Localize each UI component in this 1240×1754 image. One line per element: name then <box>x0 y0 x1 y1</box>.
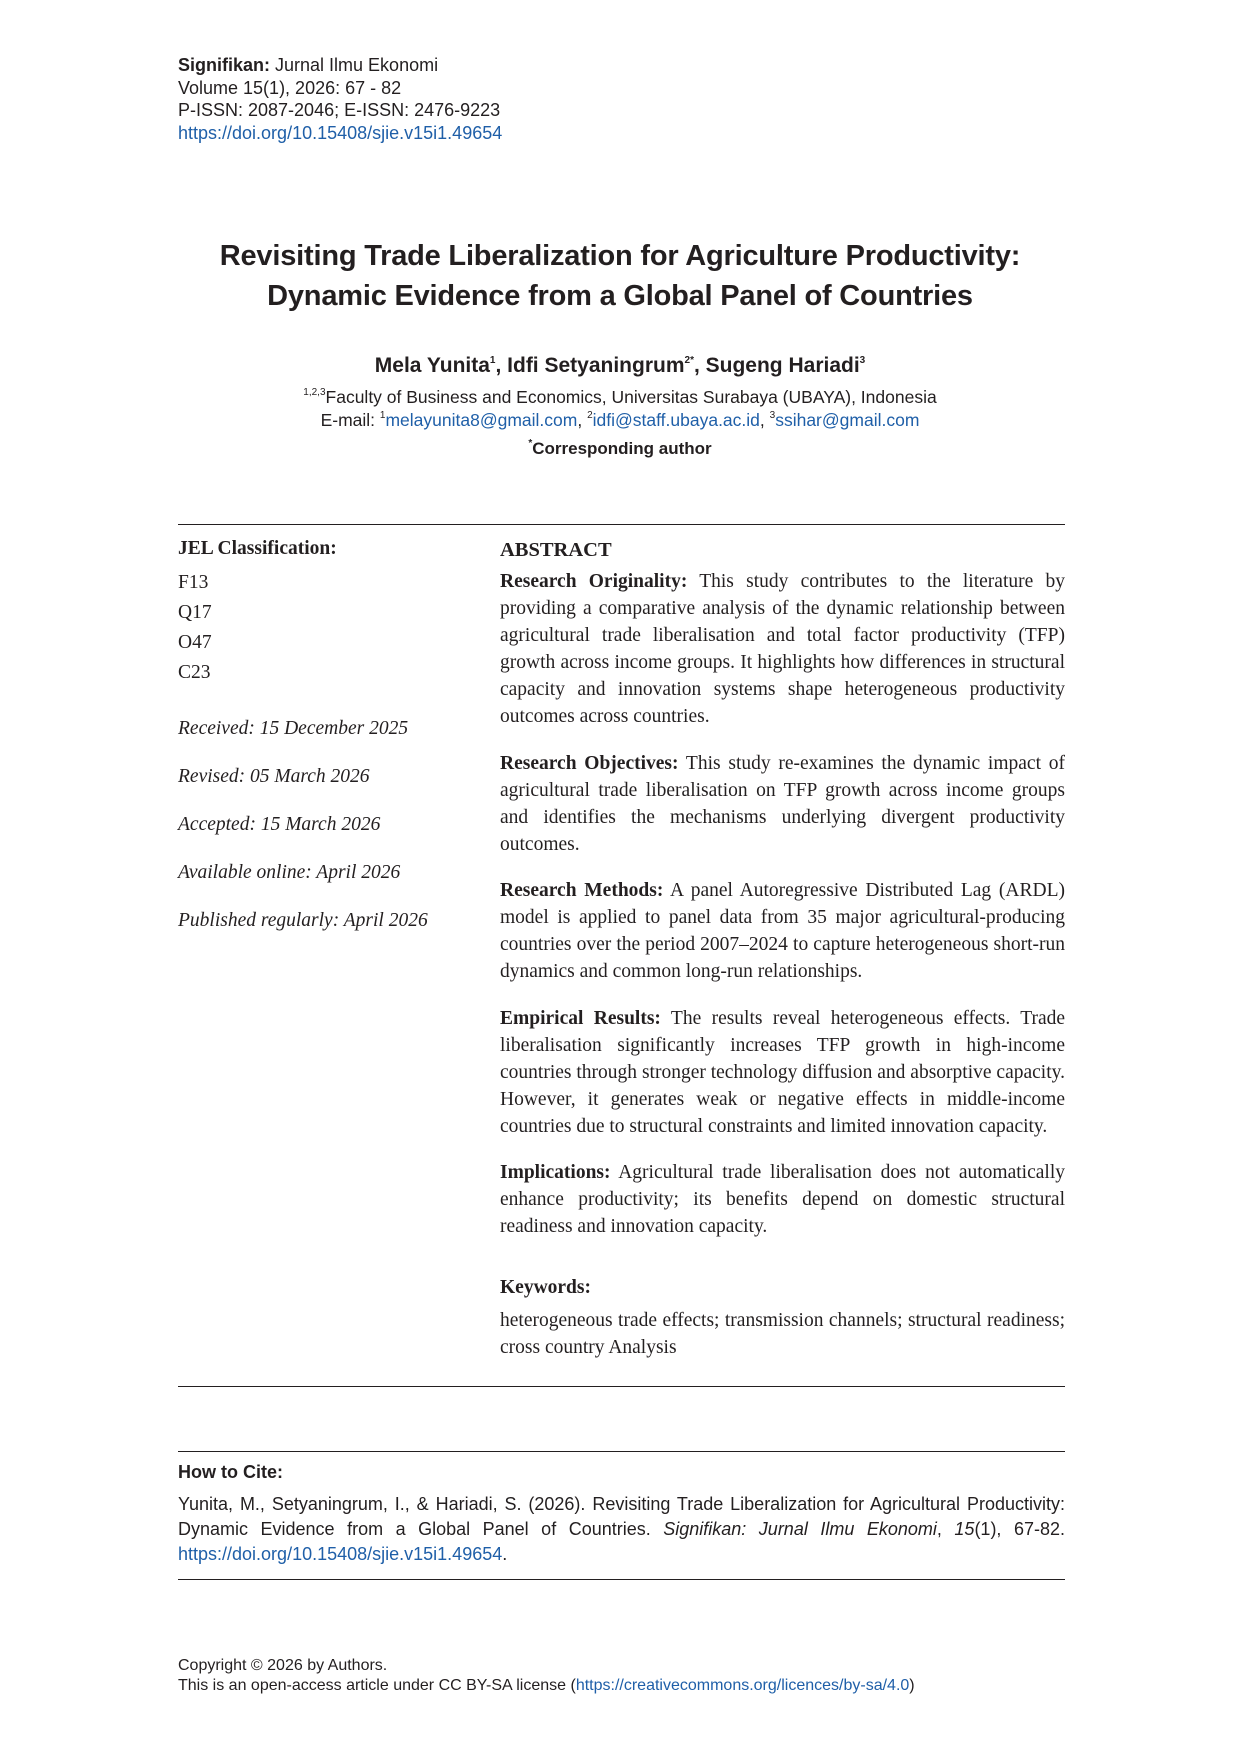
email-label: E-mail: <box>320 410 380 430</box>
journal-doi-link[interactable]: https://doi.org/10.15408/sjie.v15i1.49654 <box>178 122 503 143</box>
citation-journal: Signifikan: Jurnal Ilmu Ekonomi <box>663 1519 937 1539</box>
jel-code: O47 <box>178 632 212 653</box>
keywords-heading: Keywords: <box>500 1277 591 1298</box>
affiliation-text: Faculty of Business and Economics, Universitas Surabaya (UBAYA), Indonesia <box>325 387 937 407</box>
citation-top-divider <box>178 1451 1065 1452</box>
email-link[interactable]: melayunita8@gmail.com <box>385 410 578 430</box>
citation-part: (1), 67-82. <box>974 1519 1065 1539</box>
abstract-heading: ABSTRACT <box>500 539 612 561</box>
abstract-results <box>500 1005 1065 1140</box>
jel-code: Q17 <box>178 602 212 623</box>
email-sup: 2 <box>587 410 593 422</box>
title-line-1: Revisiting Trade Liberalization for Agriculture Productivity: <box>219 240 1021 272</box>
article-dates <box>178 718 468 958</box>
author-sup: 1 <box>489 355 496 366</box>
email-sup: 3 <box>769 410 776 422</box>
paper-title <box>120 236 1120 316</box>
abstract-objectives <box>500 750 1065 858</box>
jel-code: F13 <box>178 572 209 593</box>
section-text: Agricultural trade liberalisation does not automatically enhance productivity; its benefits depend on domestic structural readiness and innovation capacity. <box>500 1162 1065 1237</box>
email-link[interactable]: ssihar@gmail.com <box>775 410 920 430</box>
date-published: Published regularly: April 2026 <box>178 910 428 931</box>
date-available-online: Available online: April 2026 <box>178 862 401 883</box>
citation-part: , <box>936 1519 955 1539</box>
title-line-2: Dynamic Evidence from a Global Panel of Countries <box>267 280 973 312</box>
citation-part: Yunita, M., Setyaningrum, I., & Hariadi, S. (2026). Revisiting Trade Liberalization for Agricultural Productivity: Dynamic Evidence from a Global Panel of Countries. <box>178 1494 1065 1539</box>
author-name: Sugeng Hariadi <box>705 354 860 377</box>
citation-text <box>178 1492 1065 1567</box>
section-text: This study contributes to the literature by providing a comparative analysis of the dynamic relationship between agricultural trade liberalisation and total factor productivity (TFP) growth across income groups. It highlights how differences in structural capacity and innovation systems shape heterogeneous productivity outcomes across countries. <box>500 571 1065 727</box>
section-label: Research Objectives: <box>500 752 679 774</box>
date-received: Received: 15 December 2025 <box>178 718 409 739</box>
journal-name: Signifikan: Jurnal Ilmu Ekonomi <box>178 55 439 75</box>
keywords-text: heterogeneous trade effects; transmission channels; structural readiness; cross country Analysis <box>500 1310 1065 1358</box>
abstract-column <box>500 537 1065 1361</box>
section-label: Implications: <box>500 1162 611 1183</box>
email-sup: 1 <box>379 410 386 422</box>
abstract-originality <box>500 568 1065 730</box>
citation-label: How to Cite: <box>178 1462 283 1482</box>
section-label: Research Originality: <box>500 571 688 592</box>
journal-issn: P-ISSN: 2087-2046; E-ISSN: 2476-9223 <box>178 100 501 120</box>
author-list: Mela Yunita$^1$, Idfi Setyaningrum$^{2*}$, Sugeng Hariadi$^3$ <box>374 354 866 377</box>
copyright-notice <box>178 1656 915 1696</box>
author-emails: E-mail: $^1$melayunita8@gmail.com, $^2$idfi@staff.ubaya.ac.id, $^3$ssihar@gmail.com <box>320 410 920 430</box>
email-link[interactable]: idfi@staff.ubaya.ac.id <box>592 410 760 430</box>
corresponding-text: Corresponding author <box>532 439 712 458</box>
affiliation <box>120 387 1120 408</box>
license-text: ) <box>909 1677 915 1694</box>
license-line <box>178 1676 915 1696</box>
journal-volume: Volume 15(1), 2026: 67 - 82 <box>178 77 402 98</box>
jel-code: C23 <box>178 662 211 683</box>
abstract-methods <box>500 877 1065 985</box>
section-label: Empirical Results: <box>500 1007 661 1029</box>
corresponding-sup: * <box>528 438 533 450</box>
section-text: A panel Autoregressive Distributed Lag (ARDL) model is applied to panel data from 35 major agricultural-producing countries over the period 2007–2024 to capture heterogeneous short-run dynamics and common long-run relationships. <box>500 880 1065 982</box>
section-text: The results reveal heterogeneous effects. Trade liberalisation significantly increases TFP growth in high-income countries through stronger technology diffusion and absorptive capacity. However, it generates weak or negative effects in middle-income countries due to structural constraints and limited innovation capacity. <box>500 1007 1066 1137</box>
article-info-column <box>178 538 468 958</box>
author-name: Mela Yunita <box>374 354 490 377</box>
license-text: This is an open-access article under CC BY-SA license ( <box>178 1677 576 1694</box>
affiliation-sup: 1,2,3 <box>303 387 326 399</box>
author-name: Idfi Setyaningrum <box>507 354 685 377</box>
jel-label: JEL Classification: <box>178 538 337 559</box>
citation-doi-link[interactable]: https://doi.org/10.15408/sjie.v15i1.49654 <box>178 1544 503 1564</box>
date-revised: Revised: 05 March 2026 <box>178 766 370 787</box>
citation-part: . <box>502 1544 508 1564</box>
abstract-implications <box>500 1159 1065 1240</box>
corresponding-author-note <box>120 439 1120 459</box>
copyright-line: Copyright © 2026 by Authors. <box>178 1657 388 1674</box>
author-sup: 3 <box>859 355 866 366</box>
top-divider <box>178 524 1065 525</box>
author-sup: 2* <box>684 355 694 366</box>
abstract-bottom-divider <box>178 1386 1065 1387</box>
license-link[interactable]: https://creativecommons.org/licences/by-sa/4.0 <box>575 1677 910 1694</box>
section-text: This study re-examines the dynamic impact of agricultural trade liberalisation on TFP growth across income groups and identifies the mechanisms underlying divergent productivity outcomes. <box>500 752 1065 855</box>
journal-header <box>178 54 502 144</box>
section-label: Research Methods: <box>500 880 664 901</box>
citation-bottom-divider <box>178 1579 1065 1580</box>
citation-volume: 15 <box>954 1519 975 1539</box>
date-accepted: Accepted: 15 March 2026 <box>178 814 381 835</box>
